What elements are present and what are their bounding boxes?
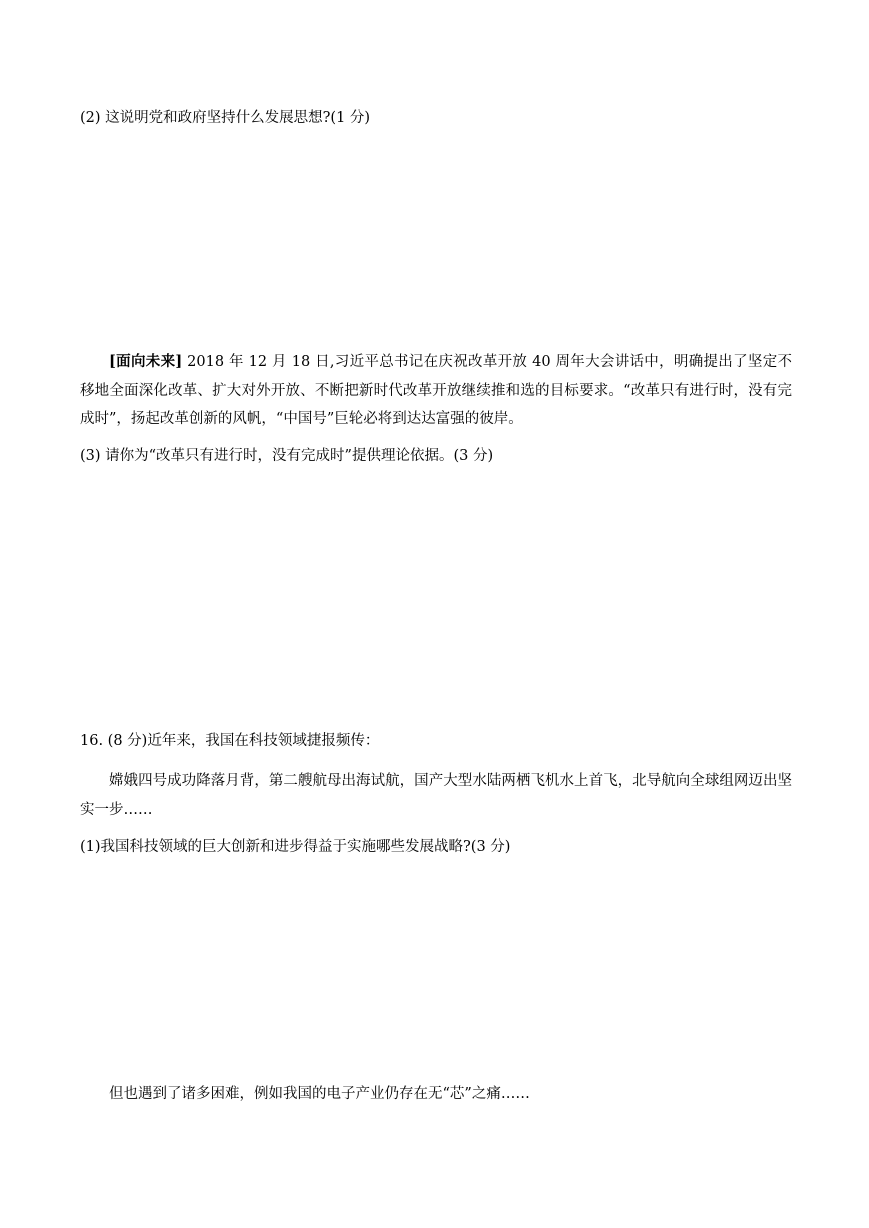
question-16-part-1: (1)我国科技领域的巨大创新和进步得益于实施哪些发展战略?(3 分): [80, 839, 511, 855]
question-15-part-3: (3) 请你为“改革只有进行时，没有完成时”提供理论依据。(3 分): [80, 448, 494, 464]
question-16-material-2: 但也遇到了诸多困难，例如我国的电子产业仍存在无“芯”之痛……: [109, 1086, 530, 1102]
question-16-material: 嫦娥四号成功降落月背，第二艘航母出海试航，国产大型水陆两栖飞机水上首飞，北导航向全球组网迈出坚实一步……: [80, 773, 792, 818]
facing-future-text: 2018 年 12 月 18 日,习近平总书记在庆祝改革开放 40 周年大会讲话中，明确提出了坚定不移地全面深化改革、扩大对外开放、不断把新时代改革开放继续推和选的目标要求。“改革只有进行时，没有完成时”，扬起改革创新的风帆，“中国号”巨轮必将到达达富强的彼岸。: [80, 354, 792, 427]
facing-future-tag: [面向未来]: [109, 353, 183, 370]
question-16-stem: 16. (8 分)近年来，我国在科技领域捷报频传：: [80, 733, 380, 749]
question-15-part-2: (2) 这说明党和政府坚持什么发展思想?(1 分): [80, 110, 371, 126]
facing-future-material: [80, 348, 792, 434]
